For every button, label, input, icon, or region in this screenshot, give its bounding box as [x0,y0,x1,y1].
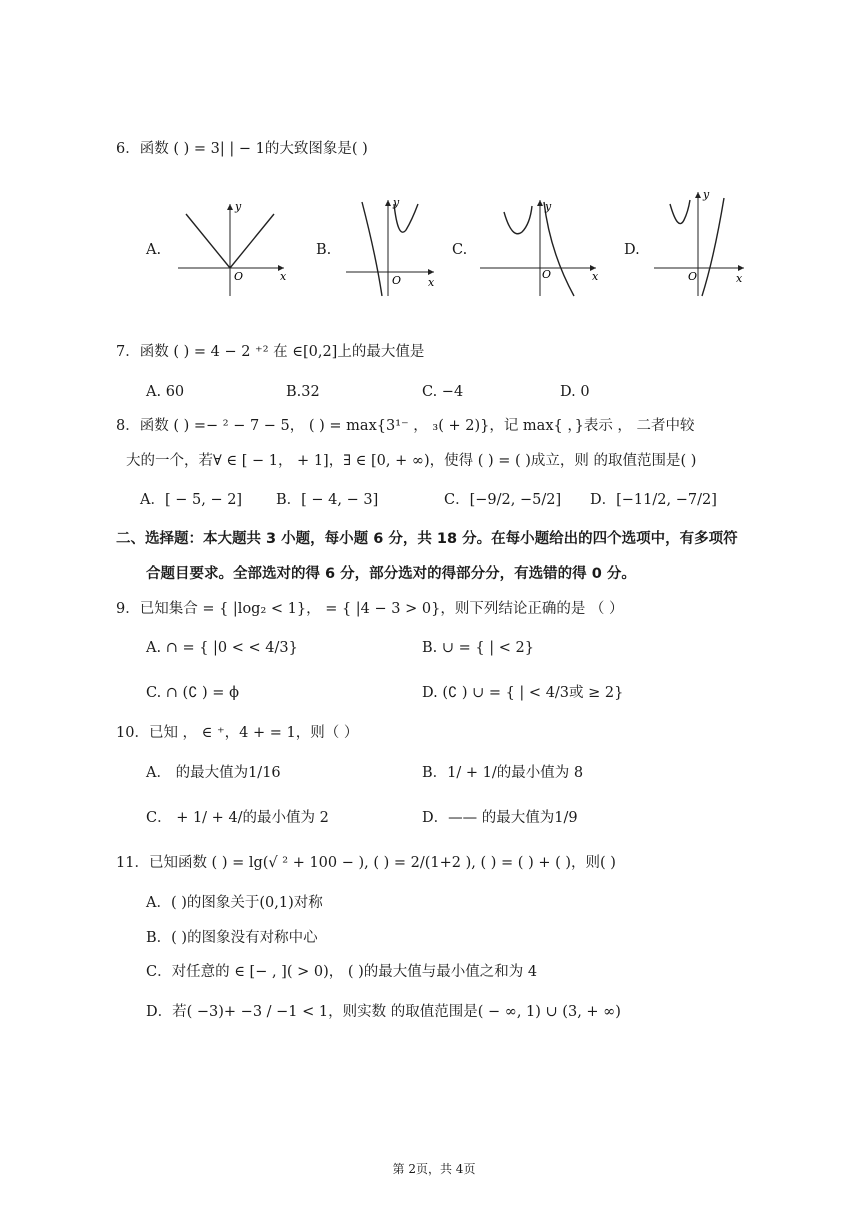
page-footer: 第 2页，共 4页 [392,1162,476,1176]
q8-option-c: C．[−9/2, −5/2] [444,492,562,508]
svg-text:y: y [545,200,552,213]
q7-option-a: A. 60 [146,384,185,400]
q11-option-c: C．对任意的 ∈ [− , ]( > 0)， ( )的最大值与最小值之和为 4 [146,964,538,980]
q6-graph-b [342,196,442,300]
q8-option-d: D．[−11/2, −7/2] [590,492,717,508]
q6-option-c-label: C. [452,242,468,258]
q6-graph-c [478,196,602,300]
origin-label: O [234,270,244,283]
svg-text:O: O [392,274,402,287]
q9-option-d: D. (∁ ) ∪ = { | < 4/3或 ≥ 2} [422,685,624,701]
svg-text:O: O [542,268,552,281]
q11-stem: 11．已知函数 ( ) = lg(√ ² + 100 − ), ( ) = 2/(1+2 ), ( ) = ( ) + ( )，则( ) [116,855,616,871]
q6-graph-a [172,196,292,300]
q6-graph-d [652,188,752,300]
svg-text:x: x [428,276,435,289]
q6-stem: 6．函数 ( ) = 3| | − 1的大致图象是( ) [116,141,368,157]
q9-stem: 9．已知集合 = { |log₂ < 1}， = { |4 − 3 > 0}，则下列结论正确的是 （ ） [116,601,624,617]
q11-option-b: B．( )的图象没有对称中心 [146,930,318,946]
svg-text:x: x [736,272,743,285]
q6-option-a-label: A. [146,242,162,258]
q10-stem: 10．已知 ， ∈ ⁺，4 + = 1，则（ ） [116,725,359,741]
q10-option-c: C． + 1/ + 4/的最小值为 2 [146,810,329,826]
q7-option-c: C. −4 [422,384,464,400]
q7-option-b: B.32 [286,384,320,400]
section-2-instructions: 合题目要求。全部选对的得 6 分，部分选对的得部分分，有选错的得 0 分。 [146,566,636,582]
q10-option-a: A． 的最大值为1/16 [146,765,281,781]
svg-text:O: O [688,270,698,283]
q8-option-b: B．[ − 4, − 3] [276,492,379,508]
svg-text:y: y [235,200,242,213]
svg-text:x: x [592,270,599,283]
q9-option-a: A. ∩ = { |0 < < 4/3} [146,640,298,656]
svg-text:y: y [703,188,710,201]
q6-option-d-label: D. [624,242,640,258]
q9-option-c: C. ∩ (∁ ) = ϕ [146,685,239,701]
q11-option-d: D．若( −3)+ −3 / −1 < 1，则实数 的取值范围是( − ∞, 1) ∪ (3, + ∞) [146,1004,621,1020]
svg-text:x: x [280,270,287,283]
q10-option-b: B．1/ + 1/的最小值为 8 [422,765,584,781]
q6-option-b-label: B. [316,242,332,258]
q11-option-a: A．( )的图象关于(0,1)对称 [146,895,323,911]
svg-text:y: y [393,196,400,209]
q8-stem-line2: 大的一个，若∀ ∈ [ − 1， + 1]，∃ ∈ [0, + ∞)，使得 ( ) = ( )成立，则 的取值范围是( ) [126,453,697,469]
q9-option-b: B. ∪ = { | < 2} [422,640,534,656]
section-2-heading: 二、选择题：本大题共 3 小题，每小题 6 分，共 18 分。在每小题给出的四个选项中，有多项符 [116,531,738,547]
q7-stem: 7．函数 ( ) = 4 − 2 ⁺² 在 ∈[0,2]上的最大值是 [116,344,425,360]
q10-option-d: D．—— 的最大值为1/9 [422,810,578,826]
q7-option-d: D. 0 [560,384,590,400]
q8-stem-line1: 8．函数 ( ) =− ² − 7 − 5， ( ) = max{3¹⁻ ， ₃( + 2)}，记 max{ ，}表示 ， 二者中较 [116,418,695,434]
q8-option-a: A．[ − 5, − 2] [140,492,243,508]
